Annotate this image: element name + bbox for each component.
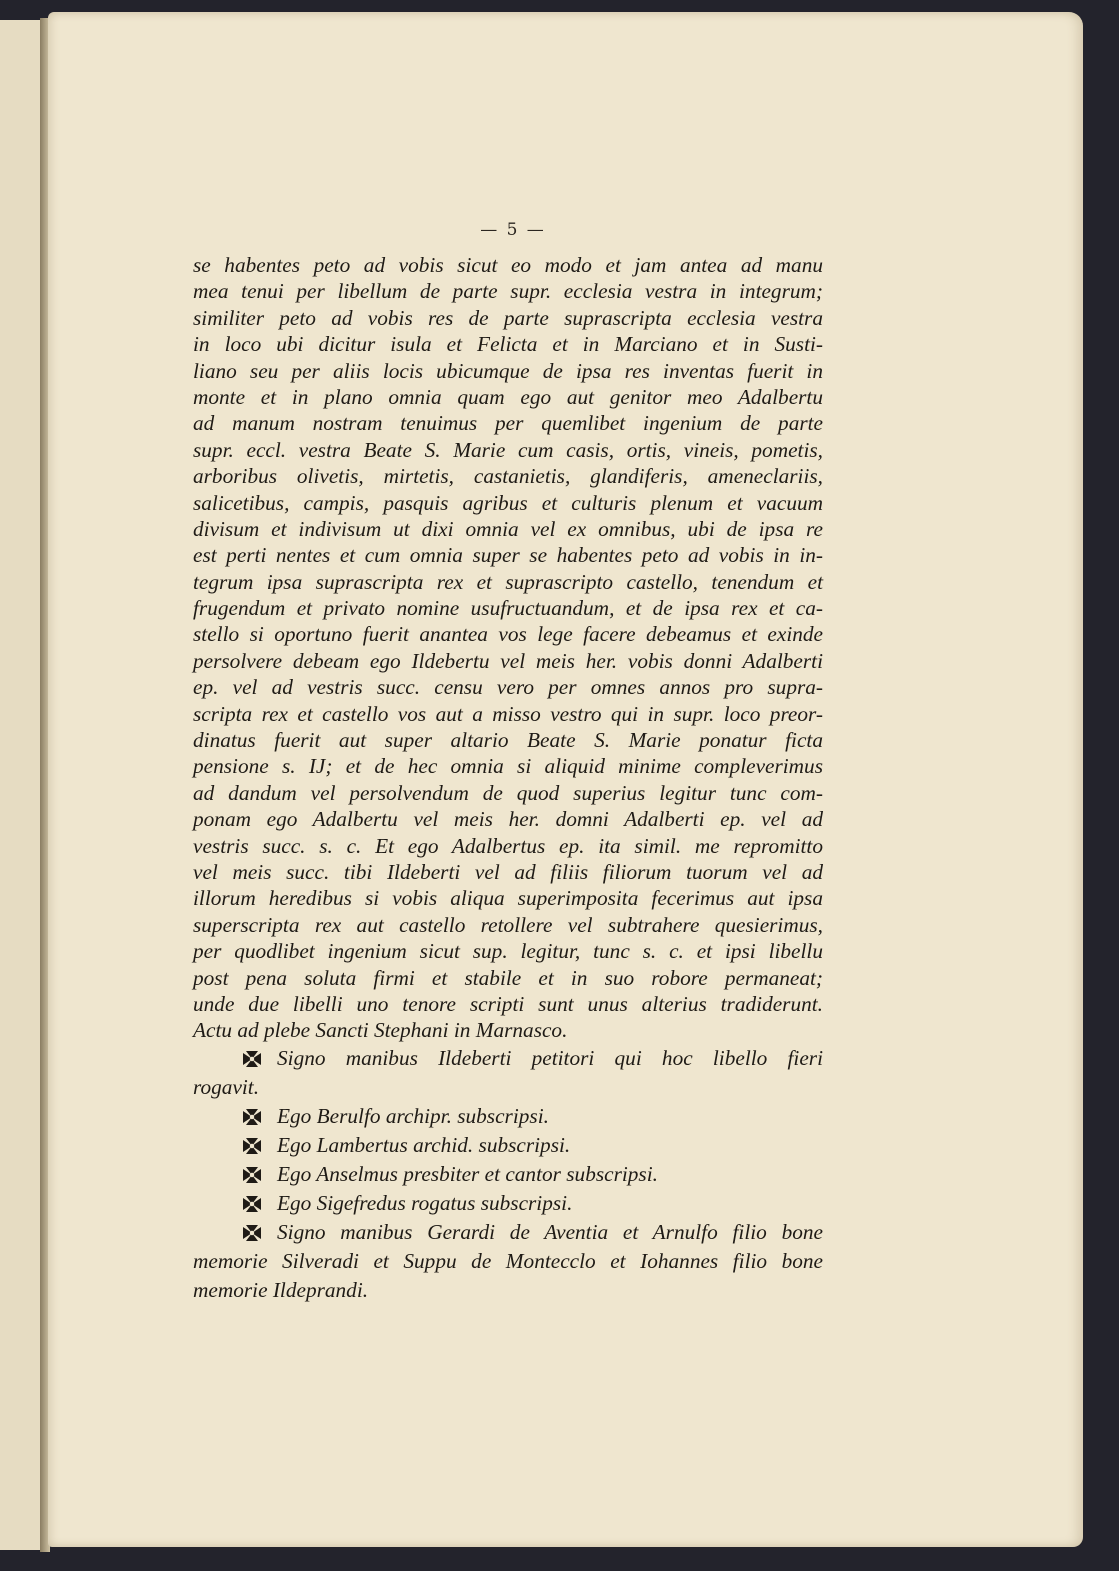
- text-line: pensione s. IJ; et de hec omnia si aliquid minime compleverimus: [193, 754, 823, 779]
- text-line: dinatus fuerit aut super altario Beate S. Marie ponatur ficta: [193, 728, 823, 753]
- text-line: est perti nentes et cum omnia super se habentes peto ad vobis in in-: [193, 543, 823, 568]
- signature-continuation: memorie Silveradi et Suppu de Montecclo et Iohannes filio bone: [193, 1248, 823, 1273]
- text-line: frugendum et privato nomine usufructuandum, et de ipsa rex et ca-: [193, 596, 823, 621]
- text-line: ad dandum vel persolvendum de quod superius legitur tunc com-: [193, 780, 823, 805]
- text-line: liano seu per aliis locis ubicumque de ipsa res inventas fuerit in: [193, 358, 823, 383]
- cross-icon: [241, 1048, 263, 1068]
- page-text: [193, 252, 823, 1305]
- facing-page-edge: [0, 20, 42, 1550]
- body-paragraph: [193, 252, 823, 1044]
- signature-line: [193, 1189, 823, 1218]
- text-line: arboribus olivetis, mirtetis, castanietis, glandiferis, ameneclariis,: [193, 464, 823, 489]
- signature-line: [193, 1218, 823, 1247]
- text-line: unde due libelli uno tenore scripti sunt unus alterius tradiderunt.: [193, 991, 823, 1016]
- text-line: mea tenui per libellum de parte supr. ecclesia vestra in integrum;: [193, 279, 823, 304]
- text-line: tegrum ipsa suprascripta rex et suprascripto castello, tenendum et: [193, 569, 823, 594]
- signature-text: Ego Berulfo archipr. subscripsi.: [277, 1103, 549, 1128]
- signature-continuation: memorie Ildeprandi.: [193, 1277, 369, 1302]
- text-line: divisum et indivisum ut dixi omnia vel ex omnibus, ubi de ipsa re: [193, 516, 823, 541]
- text-line: ad manum nostram tenuimus per quemlibet ingenium de parte: [193, 411, 823, 436]
- signature-line: [193, 1044, 823, 1073]
- text-line: scripta rex et castello vos aut a misso vestro qui in supr. loco preor-: [193, 701, 823, 726]
- text-line: stello si oportuno fuerit anantea vos lege facere debeamus et exinde: [193, 622, 823, 647]
- text-line: per quodlibet ingenium sicut sup. legitur, tunc s. c. et ipsi libellu: [193, 939, 823, 964]
- text-line: monte et in plano omnia quam ego aut genitor meo Adalbertu: [193, 384, 823, 409]
- text-line: Actu ad plebe Sancti Stephani in Marnasco.: [193, 1018, 568, 1043]
- text-line: in loco ubi dicitur isula et Felicta et in Marciano et in Susti-: [193, 332, 823, 357]
- text-line: vel meis succ. tibi Ildeberti vel ad filiis filiorum tuorum vel ad: [193, 859, 823, 884]
- cross-icon: [241, 1222, 263, 1242]
- cross-icon: [241, 1164, 263, 1184]
- cross-icon: [241, 1106, 263, 1126]
- book-page: [48, 12, 1083, 1547]
- text-line: se habentes peto ad vobis sicut eo modo et jam antea ad manu: [193, 253, 823, 277]
- text-line: salicetibus, campis, pasquis agribus et culturis plenum et vacuum: [193, 490, 823, 515]
- text-line: persolvere debeam ego Ildebertu vel meis her. vobis donni Adalberti: [193, 648, 823, 673]
- signature-line: [193, 1131, 823, 1160]
- text-line: ep. vel ad vestris succ. censu vero per omnes annos pro supra-: [193, 675, 823, 700]
- signature-text: Signo manibus Gerardi de Aventia et Arnulfo filio bone: [277, 1219, 823, 1244]
- signature-list: [193, 1044, 823, 1305]
- signature-continuation: rogavit.: [193, 1074, 260, 1099]
- text-line: superscripta rex aut castello retollere vel subtrahere quesierimus,: [193, 912, 823, 937]
- page-number: — 5 —: [480, 220, 546, 240]
- text-line: supr. eccl. vestra Beate S. Marie cum casis, ortis, vineis, pometis,: [193, 437, 823, 462]
- text-line: illorum heredibus si vobis aliqua superimposita fecerimus aut ipsa: [193, 886, 823, 911]
- signature-text: Ego Sigefredus rogatus subscripsi.: [277, 1190, 573, 1215]
- cross-icon: [241, 1193, 263, 1213]
- signature-text: Ego Lambertus archid. subscripsi.: [277, 1132, 571, 1157]
- text-line: post pena soluta firmi et stabile et in suo robore permaneat;: [193, 965, 823, 990]
- signature-line: [193, 1160, 823, 1189]
- signature-text: Signo manibus Ildeberti petitori qui hoc libello fieri: [277, 1045, 823, 1070]
- text-line: ponam ego Adalbertu vel meis her. domni Adalberti ep. vel ad: [193, 807, 823, 832]
- text-line: vestris succ. s. c. Et ego Adalbertus ep. ita simil. me repromitto: [193, 833, 823, 858]
- signature-line: [193, 1102, 823, 1131]
- text-line: similiter peto ad vobis res de parte suprascripta ecclesia vestra: [193, 305, 823, 330]
- cross-icon: [241, 1135, 263, 1155]
- signature-text: Ego Anselmus presbiter et cantor subscripsi.: [277, 1161, 658, 1186]
